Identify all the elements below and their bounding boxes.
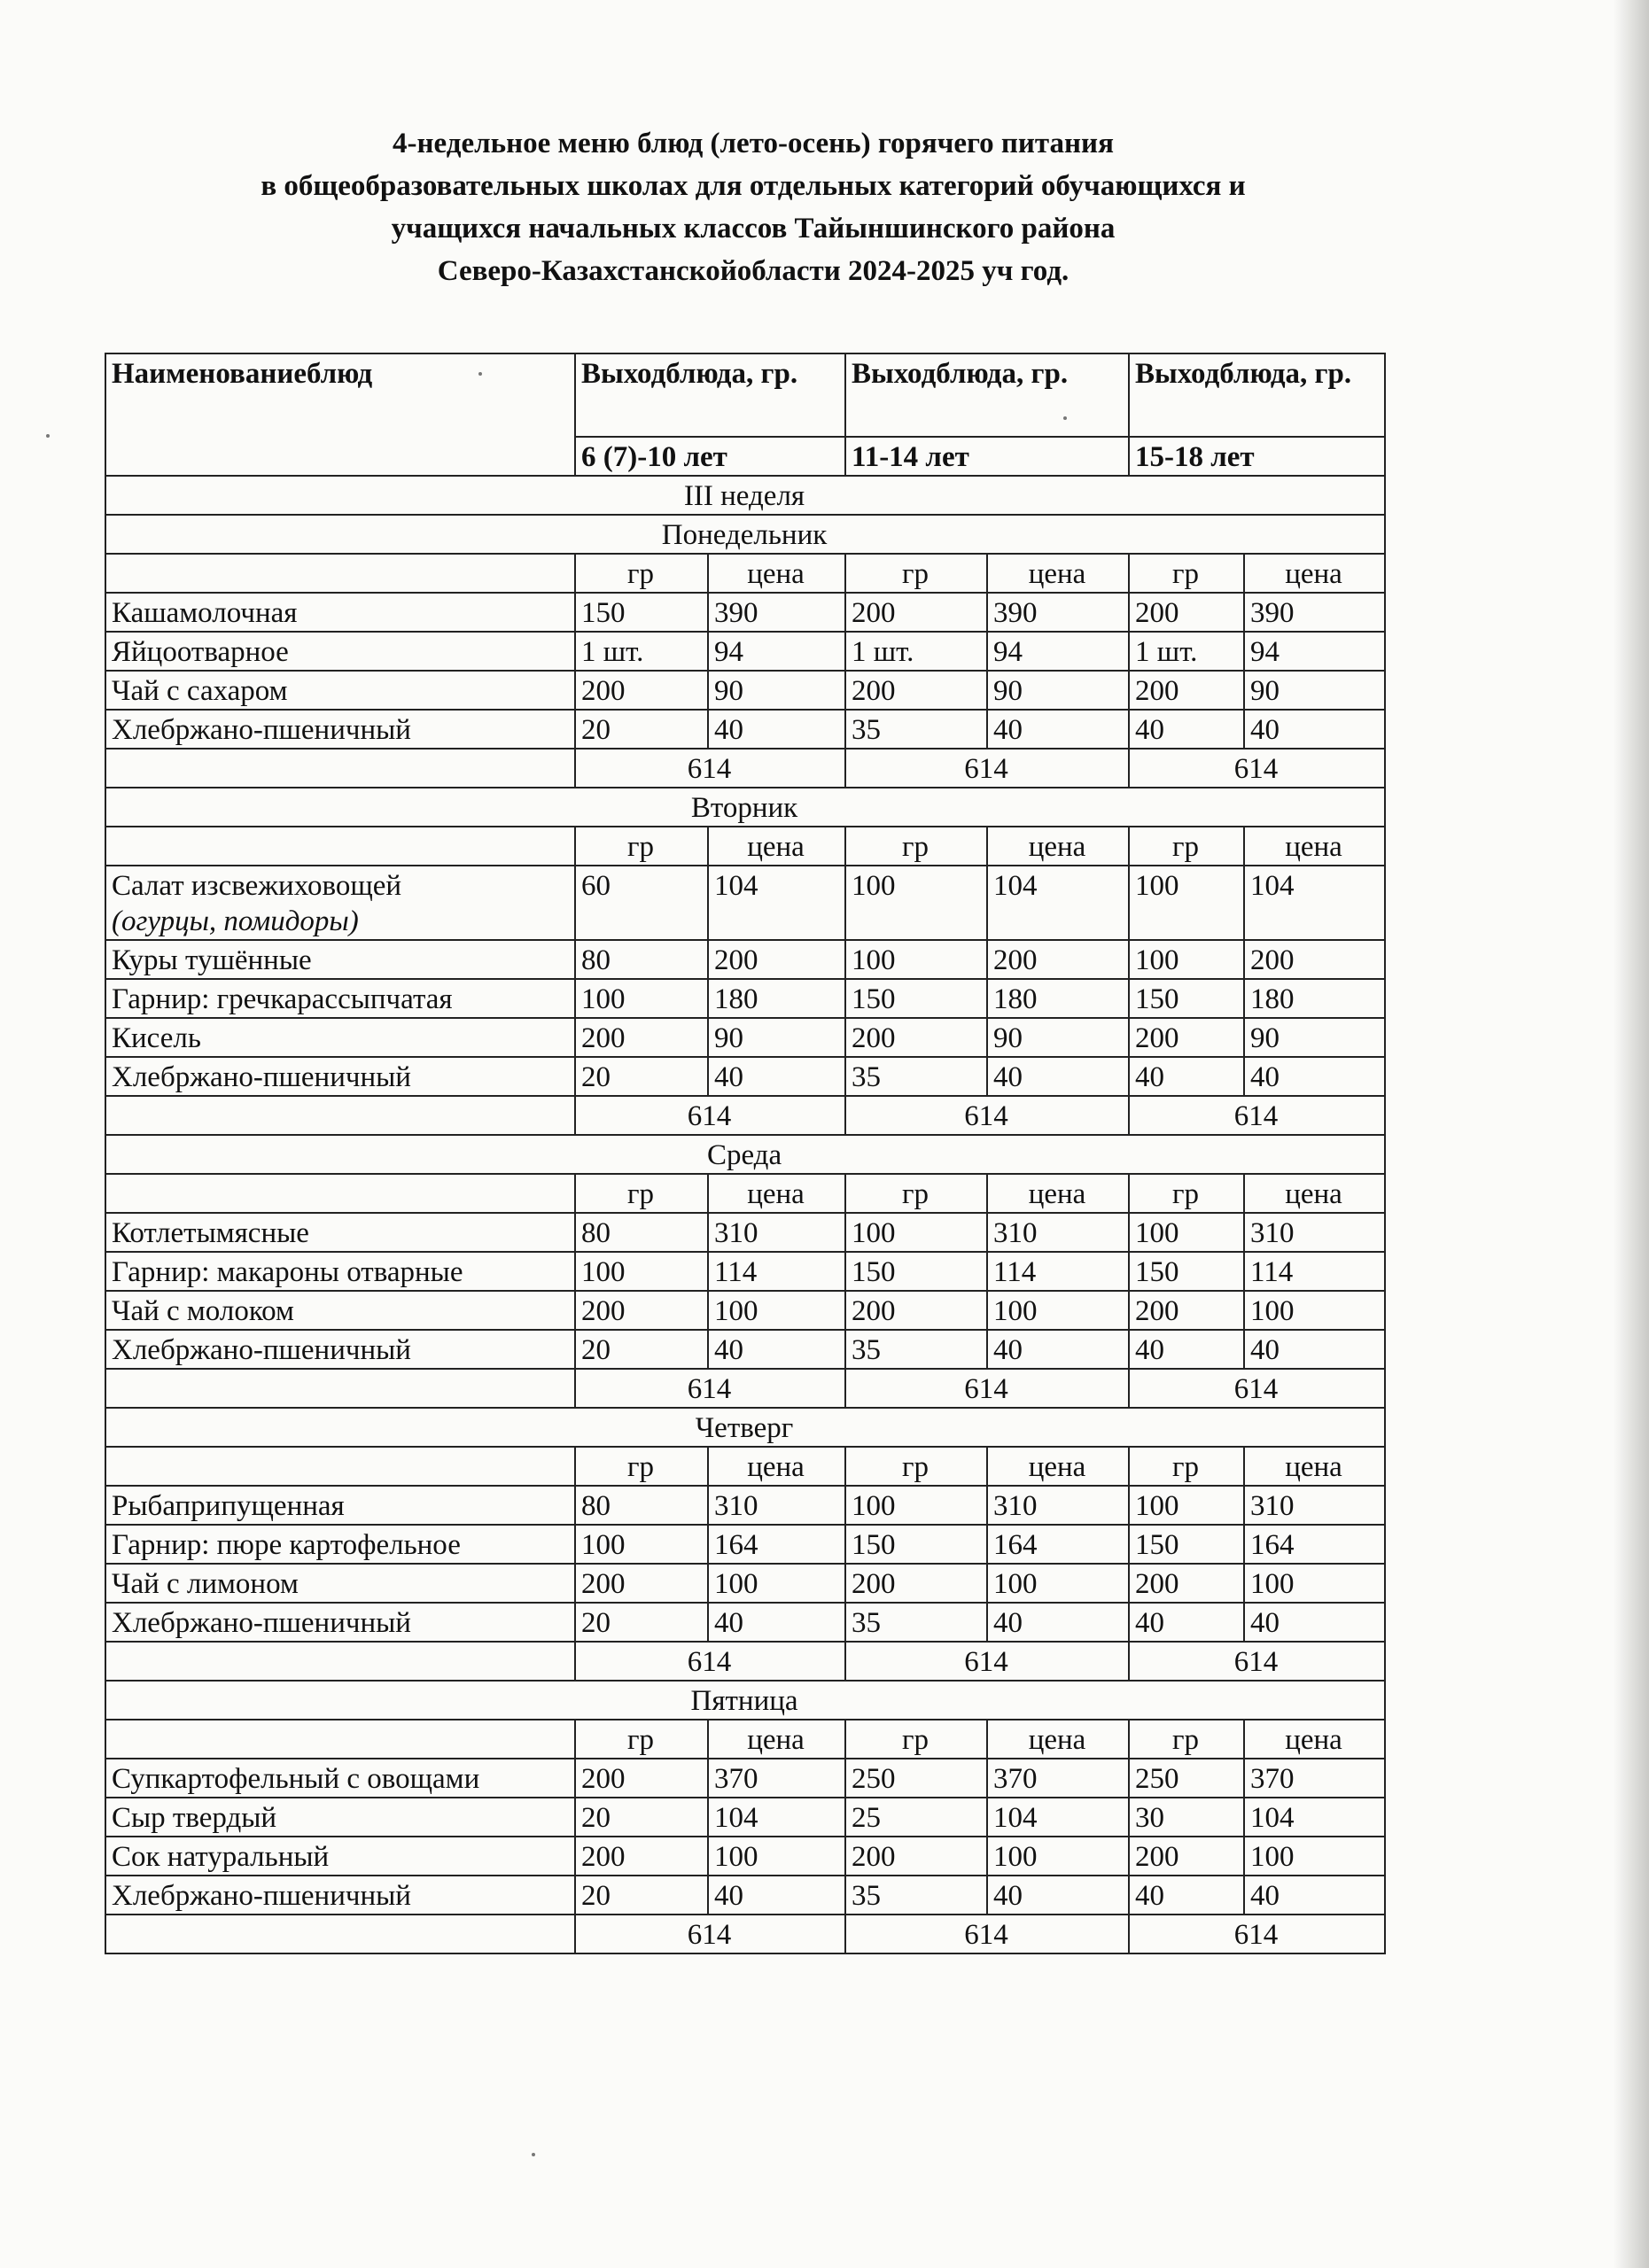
dish-row xyxy=(105,1057,1385,1096)
dish-price: 104 xyxy=(987,866,1129,940)
dish-price: 40 xyxy=(1244,1057,1385,1096)
dish-price: 100 xyxy=(987,1564,1129,1603)
day-name: Пятница xyxy=(105,1681,1385,1720)
dish-price: 310 xyxy=(987,1213,1129,1252)
dish-grams: 40 xyxy=(1129,1876,1244,1915)
dish-row xyxy=(105,1525,1385,1564)
dish-price: 370 xyxy=(1244,1759,1385,1798)
dish-price: 90 xyxy=(987,671,1129,710)
dish-name-cell xyxy=(105,1603,575,1642)
dish-note: (огурцы, помидоры) xyxy=(112,905,359,937)
dish-price: 104 xyxy=(1244,1798,1385,1837)
day-total: 614 xyxy=(1129,1369,1385,1408)
subheader-gr: гр xyxy=(1129,827,1244,866)
dish-grams: 200 xyxy=(845,1837,987,1876)
dish-grams: 20 xyxy=(575,1330,708,1369)
dish-grams: 100 xyxy=(845,866,987,940)
subheader-gr: гр xyxy=(575,1720,708,1759)
dish-name: Чай с сахаром xyxy=(112,675,288,707)
week-label: III неделя xyxy=(105,476,1385,515)
dish-price: 104 xyxy=(708,866,845,940)
total-empty-cell xyxy=(105,749,575,788)
dish-price: 40 xyxy=(987,710,1129,749)
subheader-price: цена xyxy=(708,554,845,593)
dish-price: 200 xyxy=(987,940,1129,979)
dish-grams: 100 xyxy=(845,1486,987,1525)
day-row xyxy=(105,788,1385,827)
dish-price: 114 xyxy=(708,1252,845,1291)
dish-grams: 200 xyxy=(845,1564,987,1603)
subheader-price: цена xyxy=(708,1174,845,1213)
subheader-gr: гр xyxy=(845,1720,987,1759)
table-header-row xyxy=(105,353,1385,437)
dish-name: Супкартофельный с овощами xyxy=(112,1763,480,1795)
dish-grams: 100 xyxy=(1129,940,1244,979)
subheader-price: цена xyxy=(708,1720,845,1759)
subheader-gr: гр xyxy=(845,827,987,866)
dish-name: Хлебржано-пшеничный xyxy=(112,714,411,746)
subheader-gr: гр xyxy=(1129,554,1244,593)
day-name: Среда xyxy=(105,1135,1385,1174)
dish-row xyxy=(105,1759,1385,1798)
scan-speck xyxy=(532,2153,535,2156)
title-line-4: Северо-Казахстанскойобласти 2024-2025 уч год. xyxy=(437,255,1070,287)
dish-grams: 200 xyxy=(1129,1291,1244,1330)
subheader-price: цена xyxy=(1244,827,1385,866)
subheader-price: цена xyxy=(1244,1720,1385,1759)
dish-grams: 40 xyxy=(1129,1603,1244,1642)
document-title xyxy=(97,122,1409,292)
subheader-price: цена xyxy=(708,1447,845,1486)
day-name: Четверг xyxy=(105,1408,1385,1447)
scan-speck xyxy=(46,434,50,438)
dish-grams: 1 шт. xyxy=(845,632,987,671)
dish-price: 40 xyxy=(987,1876,1129,1915)
dish-name-cell xyxy=(105,1837,575,1876)
dish-price: 40 xyxy=(1244,1330,1385,1369)
subheader-row xyxy=(105,1447,1385,1486)
dish-price: 310 xyxy=(1244,1486,1385,1525)
dish-grams: 30 xyxy=(1129,1798,1244,1837)
dish-name: Хлебржано-пшеничный xyxy=(112,1607,411,1639)
dish-name: Гарнир: гречкарассыпчатая xyxy=(112,983,453,1015)
dish-name: Чай с молоком xyxy=(112,1295,294,1327)
dish-grams: 150 xyxy=(1129,1525,1244,1564)
dish-grams: 250 xyxy=(845,1759,987,1798)
dish-name-cell xyxy=(105,1798,575,1837)
day-name: Вторник xyxy=(105,788,1385,827)
dish-price: 164 xyxy=(708,1525,845,1564)
dish-name: Чай с лимоном xyxy=(112,1568,299,1600)
dish-price: 310 xyxy=(708,1213,845,1252)
dish-grams: 20 xyxy=(575,1798,708,1837)
day-total: 614 xyxy=(1129,1915,1385,1953)
dish-grams: 20 xyxy=(575,1876,708,1915)
dish-price: 370 xyxy=(708,1759,845,1798)
dish-name-cell xyxy=(105,866,575,940)
dish-grams: 80 xyxy=(575,1486,708,1525)
subheader-gr: гр xyxy=(575,554,708,593)
subheader-price: цена xyxy=(1244,1447,1385,1486)
dish-grams: 100 xyxy=(575,1525,708,1564)
dish-name-cell xyxy=(105,710,575,749)
dish-grams: 200 xyxy=(845,671,987,710)
dish-grams: 100 xyxy=(845,940,987,979)
day-total: 614 xyxy=(845,1642,1129,1681)
dish-name-cell xyxy=(105,671,575,710)
dish-row xyxy=(105,1330,1385,1369)
subheader-gr: гр xyxy=(845,554,987,593)
dish-grams: 80 xyxy=(575,940,708,979)
dish-row xyxy=(105,710,1385,749)
subheader-row xyxy=(105,1174,1385,1213)
scan-edge-shadow xyxy=(1614,0,1649,2268)
dish-grams: 35 xyxy=(845,1057,987,1096)
dish-row xyxy=(105,1837,1385,1876)
dish-name: Сок натуральный xyxy=(112,1841,330,1873)
dish-name-cell xyxy=(105,1018,575,1057)
header-age-2: 11-14 лет xyxy=(845,437,1129,476)
day-total: 614 xyxy=(575,1096,845,1135)
dish-grams: 200 xyxy=(1129,1564,1244,1603)
day-name: Понедельник xyxy=(105,515,1385,554)
dish-row xyxy=(105,1603,1385,1642)
subheader-row xyxy=(105,827,1385,866)
dish-row xyxy=(105,1252,1385,1291)
day-row xyxy=(105,1135,1385,1174)
dish-grams: 100 xyxy=(1129,866,1244,940)
dish-name: Котлетымясные xyxy=(112,1217,309,1249)
header-age-3: 15-18 лет xyxy=(1129,437,1385,476)
dish-row xyxy=(105,1018,1385,1057)
dish-price: 40 xyxy=(1244,710,1385,749)
dish-grams: 200 xyxy=(1129,1018,1244,1057)
header-output-3: Выходблюда, гр. xyxy=(1129,353,1385,437)
dish-row xyxy=(105,1798,1385,1837)
dish-price: 180 xyxy=(1244,979,1385,1018)
title-line-1: 4-недельное меню блюд (лето-осень) горячего питания xyxy=(393,128,1114,159)
dish-price: 100 xyxy=(1244,1291,1385,1330)
dish-grams: 200 xyxy=(575,671,708,710)
subheader-gr: гр xyxy=(845,1447,987,1486)
dish-grams: 1 шт. xyxy=(1129,632,1244,671)
dish-row xyxy=(105,1291,1385,1330)
dish-name: Сыр твердый xyxy=(112,1802,277,1834)
subheader-price: цена xyxy=(1244,554,1385,593)
dish-name-cell xyxy=(105,1330,575,1369)
dish-row xyxy=(105,866,1385,940)
header-dish-name: Наименованиеблюд xyxy=(105,353,575,476)
dish-grams: 35 xyxy=(845,710,987,749)
dish-grams: 200 xyxy=(1129,1837,1244,1876)
dish-grams: 40 xyxy=(1129,1330,1244,1369)
dish-name-cell xyxy=(105,593,575,632)
day-total: 614 xyxy=(1129,1642,1385,1681)
dish-price: 100 xyxy=(1244,1837,1385,1876)
dish-name-cell xyxy=(105,1486,575,1525)
dish-name: Кашамолочная xyxy=(112,597,298,629)
dish-grams: 150 xyxy=(1129,979,1244,1018)
dish-price: 100 xyxy=(1244,1564,1385,1603)
dish-price: 100 xyxy=(708,1564,845,1603)
dish-row xyxy=(105,671,1385,710)
dish-price: 90 xyxy=(1244,1018,1385,1057)
subheader-gr: гр xyxy=(575,1447,708,1486)
dish-name-cell xyxy=(105,632,575,671)
dish-price: 310 xyxy=(1244,1213,1385,1252)
dish-row xyxy=(105,593,1385,632)
dish-grams: 200 xyxy=(845,593,987,632)
dish-name-cell xyxy=(105,1759,575,1798)
dish-price: 90 xyxy=(708,1018,845,1057)
dish-grams: 200 xyxy=(575,1564,708,1603)
dish-price: 94 xyxy=(1244,632,1385,671)
subheader-empty-cell xyxy=(105,827,575,866)
dish-price: 104 xyxy=(708,1798,845,1837)
dish-grams: 100 xyxy=(1129,1486,1244,1525)
subheader-price: цена xyxy=(987,827,1129,866)
dish-grams: 150 xyxy=(845,979,987,1018)
dish-name-cell xyxy=(105,1252,575,1291)
dish-name: Кисель xyxy=(112,1022,201,1054)
dish-grams: 20 xyxy=(575,1603,708,1642)
dish-grams: 1 шт. xyxy=(575,632,708,671)
dish-grams: 200 xyxy=(575,1837,708,1876)
dish-grams: 200 xyxy=(845,1291,987,1330)
dish-price: 114 xyxy=(1244,1252,1385,1291)
dish-grams: 100 xyxy=(575,1252,708,1291)
dish-grams: 150 xyxy=(845,1525,987,1564)
dish-grams: 100 xyxy=(1129,1213,1244,1252)
dish-grams: 150 xyxy=(1129,1252,1244,1291)
day-total: 614 xyxy=(845,1369,1129,1408)
dish-name: Салат изсвежиховощей xyxy=(112,870,402,902)
dish-grams: 100 xyxy=(575,979,708,1018)
dish-name: Яйцоотварное xyxy=(112,636,289,668)
dish-price: 200 xyxy=(708,940,845,979)
dish-name-cell xyxy=(105,1057,575,1096)
subheader-gr: гр xyxy=(575,1174,708,1213)
dish-row xyxy=(105,1564,1385,1603)
day-total: 614 xyxy=(575,1915,845,1953)
header-age-1: 6 (7)-10 лет xyxy=(575,437,845,476)
day-total: 614 xyxy=(575,749,845,788)
dish-grams: 20 xyxy=(575,710,708,749)
dish-grams: 200 xyxy=(1129,593,1244,632)
subheader-empty-cell xyxy=(105,1720,575,1759)
dish-name: Рыбаприпущенная xyxy=(112,1490,345,1522)
total-row xyxy=(105,1915,1385,1953)
total-row xyxy=(105,749,1385,788)
dish-grams: 200 xyxy=(575,1291,708,1330)
dish-price: 390 xyxy=(708,593,845,632)
subheader-empty-cell xyxy=(105,554,575,593)
day-row xyxy=(105,1681,1385,1720)
subheader-empty-cell xyxy=(105,1174,575,1213)
dish-row xyxy=(105,979,1385,1018)
menu-table xyxy=(105,353,1386,1954)
header-output-2: Выходблюда, гр. xyxy=(845,353,1129,437)
dish-price: 164 xyxy=(1244,1525,1385,1564)
dish-price: 164 xyxy=(987,1525,1129,1564)
dish-price: 310 xyxy=(987,1486,1129,1525)
header-output-1: Выходблюда, гр. xyxy=(575,353,845,437)
dish-grams: 250 xyxy=(1129,1759,1244,1798)
subheader-price: цена xyxy=(987,554,1129,593)
dish-row xyxy=(105,1213,1385,1252)
dish-price: 40 xyxy=(987,1057,1129,1096)
dish-price: 390 xyxy=(1244,593,1385,632)
dish-name: Хлебржано-пшеничный xyxy=(112,1334,411,1366)
subheader-empty-cell xyxy=(105,1447,575,1486)
dish-grams: 35 xyxy=(845,1330,987,1369)
dish-name-cell xyxy=(105,940,575,979)
subheader-gr: гр xyxy=(1129,1447,1244,1486)
subheader-price: цена xyxy=(987,1720,1129,1759)
dish-grams: 150 xyxy=(575,593,708,632)
dish-price: 40 xyxy=(708,1330,845,1369)
dish-price: 310 xyxy=(708,1486,845,1525)
dish-grams: 35 xyxy=(845,1603,987,1642)
dish-grams: 150 xyxy=(845,1252,987,1291)
total-empty-cell xyxy=(105,1369,575,1408)
dish-price: 40 xyxy=(1244,1876,1385,1915)
dish-name-cell xyxy=(105,1525,575,1564)
day-total: 614 xyxy=(845,1096,1129,1135)
dish-price: 104 xyxy=(1244,866,1385,940)
dish-price: 390 xyxy=(987,593,1129,632)
dish-grams: 40 xyxy=(1129,1057,1244,1096)
day-total: 614 xyxy=(1129,1096,1385,1135)
subheader-row xyxy=(105,1720,1385,1759)
day-total: 614 xyxy=(1129,749,1385,788)
dish-name: Гарнир: макароны отварные xyxy=(112,1256,463,1288)
dish-price: 94 xyxy=(708,632,845,671)
dish-price: 94 xyxy=(987,632,1129,671)
day-row xyxy=(105,515,1385,554)
dish-grams: 80 xyxy=(575,1213,708,1252)
subheader-gr: гр xyxy=(845,1174,987,1213)
dish-name: Гарнир: пюре картофельное xyxy=(112,1529,461,1561)
dish-price: 40 xyxy=(987,1603,1129,1642)
dish-name-cell xyxy=(105,1213,575,1252)
subheader-price: цена xyxy=(987,1174,1129,1213)
dish-price: 90 xyxy=(708,671,845,710)
dish-price: 40 xyxy=(708,710,845,749)
total-empty-cell xyxy=(105,1096,575,1135)
week-row xyxy=(105,476,1385,515)
subheader-row xyxy=(105,554,1385,593)
dish-grams: 200 xyxy=(575,1759,708,1798)
dish-grams: 35 xyxy=(845,1876,987,1915)
subheader-gr: гр xyxy=(1129,1174,1244,1213)
dish-name: Хлебржано-пшеничный xyxy=(112,1061,411,1093)
dish-price: 370 xyxy=(987,1759,1129,1798)
dish-name-cell xyxy=(105,1291,575,1330)
dish-price: 90 xyxy=(987,1018,1129,1057)
dish-price: 40 xyxy=(708,1603,845,1642)
dish-price: 114 xyxy=(987,1252,1129,1291)
total-empty-cell xyxy=(105,1642,575,1681)
total-empty-cell xyxy=(105,1915,575,1953)
dish-row xyxy=(105,1876,1385,1915)
subheader-gr: гр xyxy=(575,827,708,866)
dish-grams: 25 xyxy=(845,1798,987,1837)
subheader-price: цена xyxy=(1244,1174,1385,1213)
subheader-price: цена xyxy=(987,1447,1129,1486)
dish-price: 100 xyxy=(987,1837,1129,1876)
dish-grams: 200 xyxy=(845,1018,987,1057)
dish-price: 200 xyxy=(1244,940,1385,979)
dish-name: Куры тушённые xyxy=(112,944,312,976)
dish-grams: 100 xyxy=(845,1213,987,1252)
dish-grams: 60 xyxy=(575,866,708,940)
day-total: 614 xyxy=(575,1369,845,1408)
dish-name: Хлебржано-пшеничный xyxy=(112,1880,411,1912)
title-line-2: в общеобразовательных школах для отдельных категорий обучающихся и xyxy=(261,170,1246,202)
dish-name-cell xyxy=(105,1876,575,1915)
dish-price: 40 xyxy=(708,1057,845,1096)
subheader-price: цена xyxy=(708,827,845,866)
dish-price: 180 xyxy=(987,979,1129,1018)
menu-table-body xyxy=(105,353,1385,1953)
day-total: 614 xyxy=(845,749,1129,788)
day-total: 614 xyxy=(845,1915,1129,1953)
dish-price: 100 xyxy=(987,1291,1129,1330)
dish-price: 100 xyxy=(708,1837,845,1876)
dish-row xyxy=(105,1486,1385,1525)
title-line-3: учащихся начальных классов Тайыншинского района xyxy=(391,213,1116,245)
day-row xyxy=(105,1408,1385,1447)
total-row xyxy=(105,1096,1385,1135)
total-row xyxy=(105,1369,1385,1408)
dish-price: 100 xyxy=(708,1291,845,1330)
dish-price: 90 xyxy=(1244,671,1385,710)
dish-grams: 20 xyxy=(575,1057,708,1096)
dish-name-cell xyxy=(105,1564,575,1603)
day-total: 614 xyxy=(575,1642,845,1681)
dish-row xyxy=(105,940,1385,979)
dish-row xyxy=(105,632,1385,671)
dish-price: 40 xyxy=(1244,1603,1385,1642)
dish-price: 180 xyxy=(708,979,845,1018)
dish-price: 40 xyxy=(987,1330,1129,1369)
subheader-gr: гр xyxy=(1129,1720,1244,1759)
dish-grams: 40 xyxy=(1129,710,1244,749)
dish-grams: 200 xyxy=(575,1018,708,1057)
dish-name-cell xyxy=(105,979,575,1018)
dish-price: 104 xyxy=(987,1798,1129,1837)
dish-price: 40 xyxy=(708,1876,845,1915)
dish-grams: 200 xyxy=(1129,671,1244,710)
total-row xyxy=(105,1642,1385,1681)
